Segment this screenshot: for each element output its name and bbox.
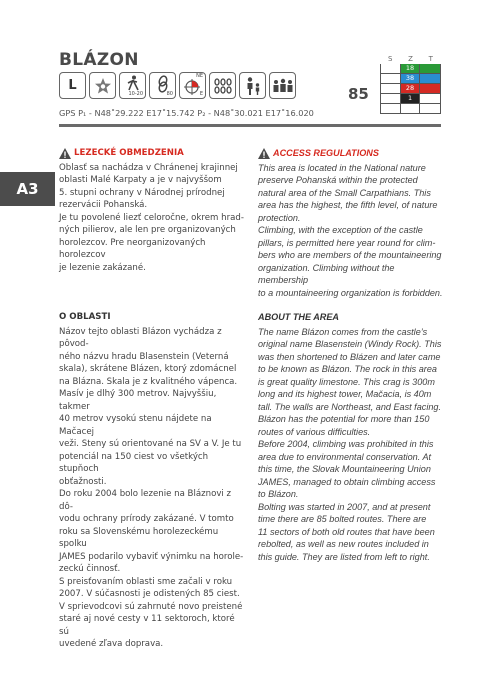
- group-icon: [269, 72, 296, 99]
- grade-cell-red: 28: [401, 84, 421, 93]
- page-title: BLÁZON: [59, 50, 139, 70]
- restrictions-text-sk: Oblasť sa nachádza v Chránenej krajinnej oblasti Malé Karpaty a je v najvyššom 5. stupni ochrany v Národnej prírodnej rezervácii Pohanská. Je tu povolené liezť celoročne, okrem hrad- ných pilierov, ale len pre organizovaných horolezcov. Pre neorganizovaných horolezcov je lezenie zakázané.: [59, 162, 244, 273]
- orientation-compass-icon: [179, 72, 206, 99]
- approach-time-label: 10-20: [128, 91, 143, 97]
- grade-cell-green: 18: [401, 64, 421, 73]
- about-text-sk: Názov tejto oblasti Blázon vychádza z pôvod- ného názvu hradu Blasenstein (Veterná skala), skrátene Blázen, ktorý zdomácnel na Blázna. Skala je z kvalitného vápenca. Masív je dlhý 300 metrov. Najvyššiu, takmer 40 metrov vysokú stenu nájdete na Mačacej veži. Steny sú orientované na SV a V. Je tu potenciál na 150 ciest vo všetkých stupňoch obťažnosti. Do roku 2004 bolo lezenie na Bláznovi z dô- vodu ochrany prírody zakázané. V tomto roku sa Slovenskému horolezeckému spolku JAMES podarilo vybaviť výnimku na horole- zeckú činnosť. S preisťovaním oblasti sme začali v roku 2007. V súčasnosti je odistených 85 ciest. V sprievodcovi sú zahrnuté novo preistené staré aj nové cesty v 11 sektoroch, ktoré sú uvedené zľava doprava.: [59, 326, 244, 649]
- restrictions-en: [258, 147, 446, 299]
- approach-walk-icon: [119, 72, 146, 99]
- about-en: [258, 311, 446, 563]
- header-divider: [59, 124, 441, 127]
- letter-l-icon: [59, 72, 86, 99]
- orientation-ne-label: NE: [196, 73, 203, 79]
- about-heading-sk: O OBLASTI: [59, 312, 111, 322]
- rope-icon: [209, 72, 236, 99]
- grade-cell-black: 1: [401, 94, 421, 103]
- header-s: S: [387, 55, 393, 63]
- table-row: [380, 104, 441, 114]
- table-row: [380, 74, 441, 84]
- restrictions-text-en: This area is located in the National nature preserve Pohanská within the protected natural area of the Small Carpathians. This area has the highest, the fifth level, of nature protection. Climbing, with the exception of the castle pillars, is permitted here year round for clim- bers who are members of the mountaineering organization. Climbing without the membership to a mountaineering organization is forbidden.: [258, 162, 443, 298]
- route-grade-table: [380, 54, 441, 114]
- grade-cell-empty: [401, 104, 421, 113]
- table-row: [380, 94, 441, 104]
- table-row: [380, 64, 441, 74]
- restrictions-heading-sk: LEZECKÉ OBMEDZENIA: [74, 148, 184, 158]
- warning-icon: [258, 148, 270, 159]
- warning-icon: [59, 148, 71, 159]
- section-tab: A3: [0, 172, 55, 206]
- grade-cell-blue: 38: [401, 74, 421, 83]
- route-grade-table-header: [380, 54, 441, 64]
- family-icon: [239, 72, 266, 99]
- letter-l-label: L: [68, 78, 77, 93]
- about-text-en: The name Blázon comes from the castle’s original name Blasenstein (Windy Rock). This was then shortened to Blázen and later came to be known as Blázon. The rock in this area is great quality limestone. This crag is 300m long and its highest tower, Mačacia, is 40m tall. The walls are Northeast, and East facing. Blázon has the potential for more than 150 routes of various difficulties. Before 2004, climbing was prohibited in this area due to environmental conservation. At this time, the Slovak Mountaineering Union JAMES, managed to obtain climbing access to Blázon. Bolting was started in 2007, and at present time there are 85 bolted routes. There are 11 sectors of both old routes that have been rebolted, as well as new routes included in this guide. They are listed from left to right.: [258, 326, 442, 562]
- about-heading-en: ABOUT THE AREA: [258, 312, 339, 322]
- sun-shade-icon: [89, 72, 116, 99]
- header-t: T: [428, 55, 433, 63]
- restrictions-sk: [59, 147, 244, 274]
- orientation-e-label: E: [199, 91, 203, 97]
- gps-coordinates: GPS P₁ - N48˚29.222 E17˚15.742 P₂ - N48˚30.021 E17˚16.020: [59, 108, 314, 118]
- restrictions-heading-en: ACCESS REGULATIONS: [273, 148, 379, 158]
- quickdraws-icon: [149, 72, 176, 99]
- header-z: Z: [408, 55, 413, 63]
- about-sk: [59, 311, 244, 651]
- info-icons-row: [59, 72, 296, 100]
- table-row: [380, 84, 441, 94]
- quickdraws-count-label: 80: [166, 91, 173, 97]
- grade-number: 85: [348, 85, 369, 103]
